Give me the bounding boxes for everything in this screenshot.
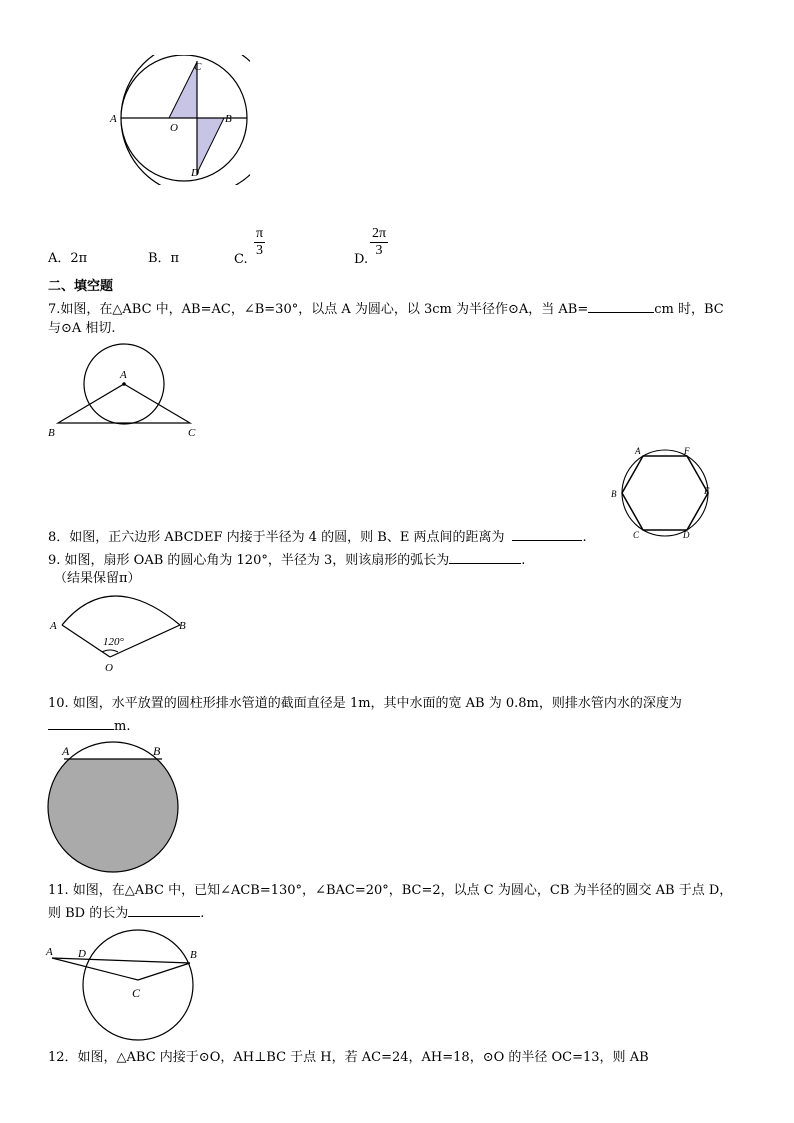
point-d-label: D [78, 948, 86, 960]
point-d-label: D [191, 167, 199, 179]
q6-figure [100, 55, 250, 185]
point-b-label: B [611, 489, 617, 499]
question-11-text: 则 BD 的长为 [48, 906, 129, 921]
question-8 [48, 525, 587, 549]
point-c-label: C [132, 986, 141, 1000]
point-f-label: F [684, 446, 690, 456]
question-9-note: （结果保留π） [54, 571, 141, 586]
question-8-text-after: . [582, 530, 587, 545]
option-c-fraction [254, 226, 265, 259]
question-9-text-after: . [521, 553, 526, 568]
option-d-denominator: 3 [375, 243, 383, 258]
question-8-text: 8．如图，正六边形 ABCDEF 内接于半径为 4 的圆，则 B、E 两点间的距离为 [48, 530, 505, 545]
point-b-label: B [48, 427, 55, 439]
option-d-prefix: D. [354, 252, 369, 267]
answer-blank-8[interactable] [512, 525, 582, 541]
question-12-line1: 12．如图，△ABC 内接于⊙O，AH⊥BC 于点 H，若 AC=24，AH=18，⊙O 的半径 OC=13，则 AB [48, 1050, 649, 1065]
answer-blank-9[interactable] [449, 548, 521, 564]
question-7-line1 [48, 297, 724, 321]
question-7-text-after: cm 时，BC [654, 302, 724, 317]
option-d-fraction [370, 226, 388, 259]
point-a-label: A [110, 113, 117, 125]
question-10-text-after: m. [114, 719, 131, 734]
section-title: 二、填空题 [48, 279, 114, 294]
question-10-line1: 10. 如图，水平放置的圆柱形排水管道的截面直径是 1m，其中水面的宽 AB 为 0.8m，则排水管内水的深度为 [48, 696, 682, 711]
point-a-label: A [120, 369, 127, 381]
point-b-label: B [179, 620, 186, 632]
question-7-line2: 与⊙A 相切. [48, 321, 116, 336]
point-d-label: D [683, 530, 690, 540]
angle-label: 120° [103, 636, 124, 648]
question-11-text-after: . [200, 906, 205, 921]
point-a-label: A [62, 744, 70, 758]
q9-sector-figure [40, 585, 200, 675]
question-11-line2 [48, 901, 204, 925]
point-o-label: O [105, 662, 113, 674]
point-e-label: E [704, 486, 710, 496]
point-b-label: B [153, 744, 161, 758]
point-b-label: B [190, 949, 197, 961]
question-7-text: 7.如图，在△ABC 中，AB=AC，∠B=30°，以点 A 为圆心，以 3cm 为半径作⊙A，当 AB= [48, 302, 589, 317]
option-a: A．2π [48, 251, 88, 266]
q7-figure [40, 340, 210, 440]
q8-hexagon-figure [605, 443, 725, 543]
option-c-denominator: 3 [256, 243, 264, 258]
question-11-line1: 11. 如图，在△ABC 中，已知∠ACB=130°，∠BAC=20°，BC=2，以点 C 为圆心，CB 为半径的圆交 AB 于点 D， [48, 883, 733, 898]
option-d-numerator: 2π [372, 226, 387, 241]
answer-blank-10[interactable] [48, 714, 114, 730]
point-c-label: C [194, 61, 202, 73]
answer-blank-7[interactable] [588, 297, 654, 313]
q11-figure [44, 928, 204, 1043]
option-c-prefix: C. [234, 252, 248, 267]
point-c-label: C [188, 427, 196, 439]
answer-blank-11[interactable] [128, 901, 200, 917]
option-c-numerator: π [256, 226, 264, 241]
q10-pipe-figure [44, 740, 184, 878]
point-a-label: A [635, 446, 641, 456]
point-o-label: O [170, 122, 178, 134]
question-9-text: 9. 如图，扇形 OAB 的圆心角为 120°，半径为 3，则该扇形的弧长为 [48, 553, 450, 568]
point-c-label: C [633, 530, 640, 540]
point-b-label: B [225, 113, 232, 125]
point-a-label: A [50, 620, 57, 632]
point-a-label: A [46, 946, 53, 958]
question-10-line2 [48, 714, 130, 738]
option-b: B．π [148, 251, 180, 266]
